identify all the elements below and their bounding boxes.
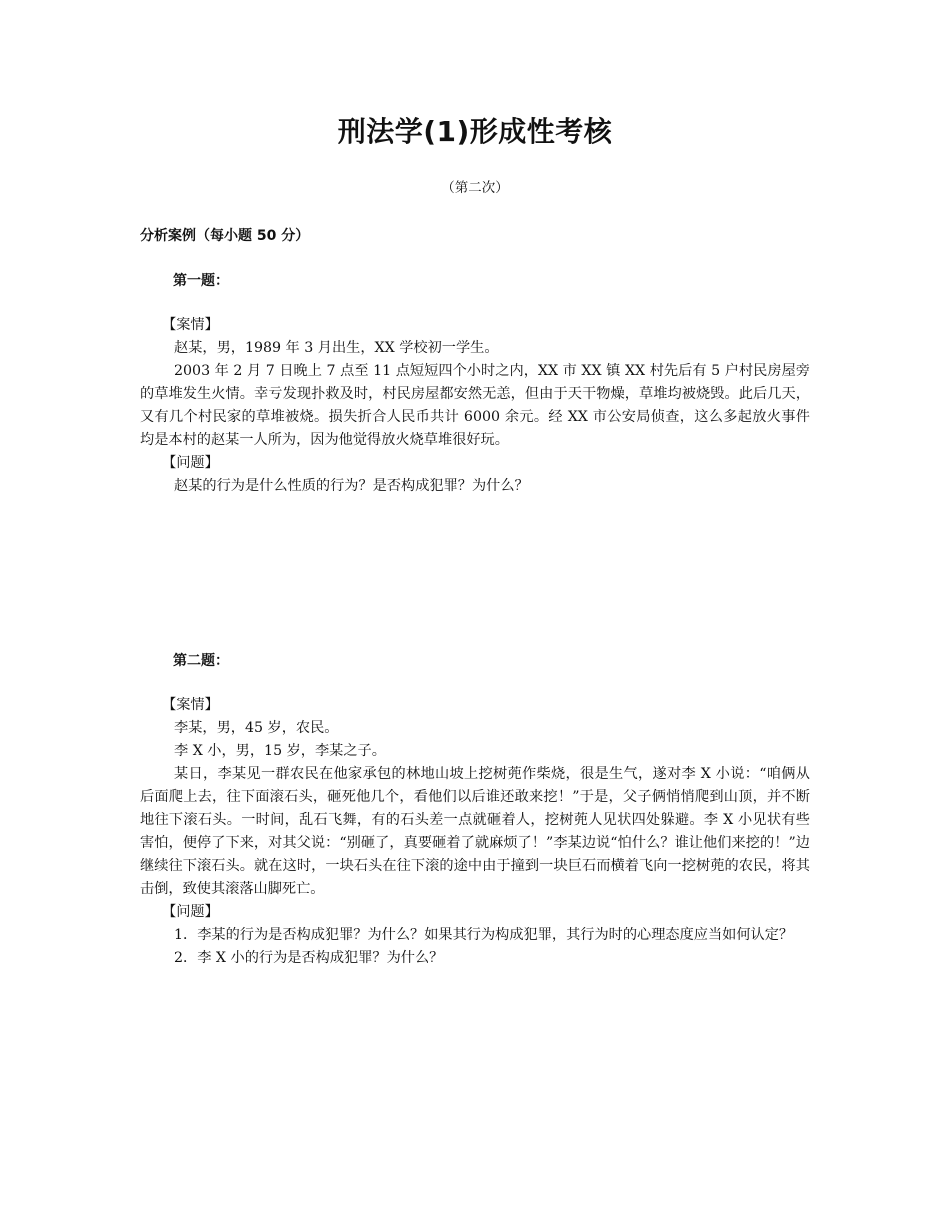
question-text: 赵某的行为是什么性质的行为？是否构成犯罪？为什么？: [174, 478, 529, 494]
case-label: 【案情】: [162, 317, 219, 333]
section-heading: 分析案例（每小题 50 分）: [140, 228, 310, 244]
question-text: 1．李某的行为是否构成犯罪？为什么？如果其行为构成犯罪，其行为时的心理态度应当如何认定？: [174, 927, 794, 943]
question-text: 2．李 X 小的行为是否构成犯罪？为什么？: [174, 950, 444, 966]
case-paragraph: 某日，李某见一群农民在他家承包的林地山坡上挖树蔸作柴烧，很是生气，遂对李 X 小说：“咱俩从后面爬上去，往下面滚石头，砸死他几个，看他们以后谁还敢来挖！”于是，父子俩悄悄爬到山顶，并不断地往下滚石头。一时间，乱石飞舞，有的石头差一点就砸着人，挖树蔸人见状四处躲避。李 X 小见状有些害怕，便停了下来，对其父说：“别砸了，真要砸着了就麻烦了！”李某边说“怕什么？谁让他们来挖的！”边继续往下滚石头。就在这时，一块石头在往下滚的途中由于撞到一块巨石而横着飞向一挖树蔸的农民，将其击倒，致使其滚落山脚死亡。: [140, 766, 810, 897]
case-paragraph: 赵某，男，1989 年 3 月出生，XX 学校初一学生。: [174, 340, 499, 356]
question-2-body: [140, 694, 810, 970]
document-subtitle: （第二次）: [441, 180, 509, 196]
case-paragraph: 2003 年 2 月 7 日晚上 7 点至 11 点短短四个小时之内，XX 市 XX 镇 XX 村先后有 5 户村民房屋旁的草堆发生火情。幸亏发现扑救及时，村民房屋都安然无恙，但由于天干物燥，草堆均被烧毁。此后几天，又有几个村民家的草堆被烧。损失折合人民币共计 6000 余元。经 XX 市公安局侦查，这么多起放火事件均是本村的赵某一人所为，因为他觉得放火烧草堆很好玩。: [140, 363, 810, 448]
question-1-body: [140, 314, 810, 498]
question-1-heading: 第一题：: [173, 273, 229, 289]
case-paragraph: 李某，男，45 岁，农民。: [174, 720, 339, 736]
question-2-heading: 第二题：: [173, 653, 229, 669]
document-title: 刑法学(1)形成性考核: [337, 115, 613, 148]
case-label: 【案情】: [162, 697, 219, 713]
question-label: 【问题】: [162, 455, 219, 471]
question-label: 【问题】: [162, 904, 219, 920]
case-paragraph: 李 X 小，男，15 岁，李某之子。: [174, 743, 386, 759]
